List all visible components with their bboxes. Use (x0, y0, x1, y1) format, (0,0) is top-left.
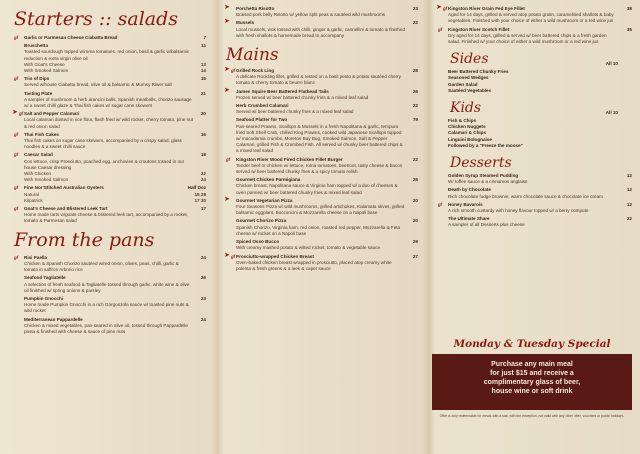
gluten-free-badge: gf (14, 35, 19, 40)
menu-item-price: 28 (412, 68, 418, 74)
menu-item-description: Rich chocolate fudge brownie, warm chocolate sauce & chocolate ice cream (448, 193, 603, 199)
special-line-2: for just $15 and receive a (490, 370, 574, 377)
menu-column-starters (0, 0, 212, 454)
menu-item-description: Frozen served w/ beer battered chunky fries & a mixed leaf salad (236, 94, 369, 100)
menu-item-description: W/ toffee sauce & a cinnamon anglaise (448, 179, 528, 185)
menu-item (438, 187, 632, 199)
menu-item-price: 20 (412, 218, 418, 224)
menu-item-description: Home made Pumpkin Gnocchi in a rich Gorgonzola sauce w/ toasted pine nuts & wild rocket (24, 302, 189, 314)
option-name: With Smoked Salmon (24, 177, 69, 183)
menu-item (224, 86, 418, 101)
special-line-3: complimentary glass of beer, (483, 379, 581, 386)
sides-list (438, 69, 632, 94)
simple-list-item-name: Beer Battered Chunky Fries (448, 69, 509, 75)
menu-item-description: Local mussels, wok tossed with chilli, ginger & garlic, cannellini & tomato & finished with fresh shallots & homemade bread to accompany (236, 26, 406, 38)
menu-item-price: 17 (200, 206, 206, 212)
special-footnote: Offer is only redeemable for meals with a star, with the exception, not valid with any other offer, vouchers or public holidays. (439, 414, 625, 418)
star-arrow-icon: ➤ (224, 251, 230, 259)
simple-list-item-name: Garden Salad (448, 81, 478, 87)
starters-list (14, 35, 206, 225)
menu-item-price: 22 (412, 20, 418, 26)
simple-list-item (438, 88, 632, 94)
gluten-free-badge: gf (438, 26, 443, 32)
menu-item-description: Home made tarts w/goats cheese & blistered leek tart, accompanied by a rocket, tomato & Parmesan salad (24, 212, 188, 224)
star-arrow-icon: ➤ (12, 109, 18, 117)
gluten-free-badge: gf (231, 253, 236, 259)
menu-item-name: Mediterranean Pappardelle (24, 316, 83, 322)
menu-item-name: Kingston River Scotch Fillet (448, 26, 510, 32)
menu-item (14, 185, 206, 204)
menu-item-price-header: Half Doz (187, 185, 206, 191)
menu-item (226, 68, 418, 87)
simple-list-item-name: Chicken Nuggets (448, 124, 486, 130)
menu-item-name: Caesar Salad (24, 152, 53, 158)
star-arrow-icon: ➤ (224, 4, 230, 11)
menu-item-name: Spiced Osso Bucco (236, 239, 280, 245)
gluten-free-badge: gf (14, 206, 19, 212)
menu-item-description: A delicate Rockling fillet, grilled & rested on a basil pesto & potato sautéed cherry tomato & cherry tomato & beurre blanc (236, 74, 401, 86)
menu-item-description: Served w/house Ciabatta bread, olive oil & balsamic & Mumsy Riwer salt (24, 82, 172, 88)
menu-item (14, 296, 206, 315)
menu-item (438, 27, 632, 46)
simple-list-item-name: Sautéed Vegetables (448, 87, 492, 93)
menu-item-name: Thai Fish Cakes (24, 131, 59, 137)
option-price: 13 (200, 61, 206, 67)
menu-item-description: A sampler of mushroom & herb arancini balls, Spanish meatballs, chorizo sausage w/ a sweet chilli glaze & Thai fish cakes w/ sugar cane skewers (24, 96, 192, 109)
simple-list-item-name: Calamari & Chips (448, 130, 487, 136)
star-arrow-icon: ➤ (224, 18, 230, 26)
kids-heading: Kids (450, 100, 482, 117)
menu-item (438, 6, 632, 25)
desserts-heading: Desserts (450, 155, 512, 172)
menu-item-price: 15 (200, 76, 206, 82)
menu-item-price: 25 (412, 177, 418, 183)
menu-item-description: A selection of fresh seafood & Tagliatelle tossed through garlic, white wine & olive oil finished w/ spring onions & parsley (24, 281, 190, 293)
simple-list-item-name: Seasoned Wedges (448, 75, 489, 81)
menu-item-price: 12 (626, 173, 632, 179)
option-name: With Goat's Cheese (24, 61, 65, 67)
menu-item-name: Death by Chocolate (448, 187, 491, 193)
star-arrow-icon: ➤ (224, 66, 230, 74)
menu-item-description: Aged for 14 days, grilled & served atop potato gratin, caramelised shallots & baby vegetables. Finished with your choice of either a wild mushroom or a red wine jus (448, 12, 614, 24)
menu-item-price: 12 (626, 187, 632, 193)
menu-item-option (24, 197, 206, 204)
menu-item-price: 27 (412, 253, 418, 259)
option-name: Natural (24, 191, 39, 197)
menu-item-name: James Squire Beer Battered Flathead Tails (236, 88, 329, 94)
menu-item-price: 29 (412, 239, 418, 245)
menu-item (438, 202, 632, 214)
menu-item-name: Trio of Dips (24, 76, 50, 82)
menu-item-name: Risi Paella (24, 254, 47, 260)
menu-item-price: 16 (200, 131, 206, 137)
menu-item-description: Chicken breast, Napolitana sauce & Virginia ham topped w/ a duo of cheeses & oven panned w/ beer battered chunky fries & mixed leaf salad (236, 183, 398, 195)
menu-item-price: 22 (412, 103, 418, 109)
menu-item-price: 26 (412, 88, 418, 94)
menu-item (14, 43, 206, 74)
menu-item-description: Braised pork belly Risotto w/ yellow split peas & sautéed wild mushrooms (236, 12, 386, 18)
menu-item-name: Bruschetta (24, 43, 48, 49)
menu-item-description: Chicken & mixed vegetables, pan-seared in olive oil, tossed through Pappardelle pasta & finished with cheese & sauce of pine nuts (24, 322, 188, 334)
menu-item-name: Grilled Rock Ling (236, 68, 275, 74)
menu-item (438, 216, 632, 228)
menu-item-price: 23 (200, 295, 206, 301)
menu-item (14, 91, 206, 110)
menu-item-name: Goat's Cheese and Blistered Leek Tart (24, 206, 108, 212)
menu-item-name: Gourmet Chorizo Pizza (236, 218, 287, 224)
menu-item-price: 12 (626, 201, 632, 207)
menu-item (226, 117, 418, 154)
menu-item-name: Seafood Tagliatelle (24, 275, 66, 281)
menu-item-name: Pumpkin Gnocchi (24, 295, 64, 301)
menu-item (226, 103, 418, 115)
menu-item-name: Garlic or Parmesan Cheese Ciabatta Bread (24, 35, 118, 40)
menu-item-description: Chicken & Spanish Chorizo sautéed w/red onion, olives, peas, chilli, garlic & tomato in saffron Arborio rice (24, 260, 179, 273)
special-box (432, 354, 632, 410)
simple-list-item-name: Linguini Bolognaise (448, 136, 492, 142)
gluten-free-badge: gf (226, 156, 231, 162)
simple-list-item-name: Followed by a "Freeze the moose" (448, 142, 523, 148)
menu-item (226, 218, 418, 237)
option-price: 17 30 (194, 197, 206, 203)
gluten-free-badge: gf (14, 185, 19, 191)
menu-item-name: Mussels (236, 20, 255, 26)
gluten-free-badge: gf (14, 254, 19, 260)
menu-item-price: 38 (626, 6, 632, 11)
menu-item-price: 7 (203, 35, 206, 40)
menu-item-price: 21 (200, 90, 206, 96)
menu-item-price: 20 (412, 197, 418, 203)
menu-item (226, 177, 418, 196)
menu-item-price: 24 (200, 254, 206, 260)
menu-item-price: 24 (200, 316, 206, 322)
special-offer (432, 338, 632, 444)
menu-item-name: Gourmet Vegetarian Pizza (236, 197, 293, 203)
simple-list-item (438, 143, 632, 149)
col2-top-list (226, 6, 418, 39)
menu-item (14, 317, 206, 336)
menu-item-price: 26 (200, 275, 206, 281)
option-price: 24 (200, 177, 206, 183)
menu-item-description: Four Seasons Pizza w/ wild mushrooms, grilled artichokes, Kalamata olives, grilled balsamic eggplant, Bocconcini & Mozzarella cheese on a Napoli base (236, 204, 405, 216)
col3-top-list (438, 6, 632, 45)
menu-item (14, 255, 206, 274)
pans-list (14, 255, 206, 335)
gluten-free-badge: gf (14, 131, 19, 137)
menu-item-name: Golden Syrup Steamed Pudding (448, 173, 519, 179)
menu-item-name: Tasting Plate (24, 90, 53, 96)
star-arrow-icon: ➤ (436, 4, 442, 11)
menu-item-description: Thai fish cakes on sugar cane skewers, accompanied by a crispy salad, glass noodles & a sweet chilli sauce (24, 138, 182, 150)
menu-item-description: A rich smooth custardy with honey flavour topped w/ a berry compote (448, 208, 589, 214)
option-name: With Chicken (24, 171, 52, 177)
sides-price-note: All 10 (605, 61, 618, 67)
menu-item-price: 35 (626, 26, 632, 32)
menu-item-description: Local calamari dusted in rice flour, flash fried w/ wild rocket, cherry tomato, pine nut & red onion salad (24, 117, 194, 129)
menu-item-price: 20 (200, 111, 206, 117)
sides-heading: Sides (450, 51, 489, 68)
gluten-free-badge: gf (14, 152, 19, 158)
menu-item-price: 11 (201, 43, 206, 49)
menu-item (14, 111, 206, 130)
menu-item (14, 206, 206, 225)
menu-item-description: Pan-seared Prawns, Scallops & Mussels in a fresh Napolitana & garlic, tempura fried Soft Shell Crab, chilled King Prawns, cooked wild Japanese Scallops topped w/ macadamia crumbs, Moreton Bay Bug, Smoked Salmon, Salt & Pepper Calamari, grilled Fish & Crumbed Fish. All served w/ chunky beer battered chips & a mixed leaf salad (236, 123, 403, 154)
special-title: Monday & Tuesday Special (453, 338, 611, 350)
option-name: Kilpatrick (24, 197, 43, 203)
kids-list (438, 118, 632, 149)
menu-item (14, 152, 206, 183)
menu-item-option (24, 68, 206, 74)
menu-item (14, 35, 206, 41)
mains-heading: Mains (226, 45, 279, 66)
menu-item (226, 6, 418, 18)
menu-item-name: Kingston River Wood Fired Chicken Fillet Burger (236, 156, 343, 162)
kids-price-note: All 10 (605, 110, 618, 116)
menu-item-description: Dry aged for 14 days, grilled & served w/ beer battered chips & a fresh garden salad. Finished w/ your choice of either a wild mushroom or a red wine jus (448, 32, 607, 45)
menu-item-description: Spanish Chorizo, Virginia ham, red onion, roasted red pepper, Mozzarella & Feta cheese w/ rocket on a Napoli base (236, 224, 401, 236)
menu-item-price: 18 (200, 152, 206, 158)
menu-item-name: The Ultimate Share (448, 216, 490, 222)
menu-item-description: Tender beef or chicken w/ lettuce, roma tomatoes, beetroot, tasty cheese & bacon served w/ beer battered chunky fries & a spicy tomato relish (236, 162, 403, 175)
menu-item-description: A sampler of all Desserts plus cheese (448, 222, 525, 228)
menu-item-name: Honey Bavarois (448, 201, 483, 207)
option-price: 15 28 (194, 191, 206, 197)
menu-item (14, 275, 206, 294)
gluten-free-badge: gf (14, 76, 19, 82)
star-arrow-icon: ➤ (224, 86, 230, 94)
menu-item-description: Oven-baked chicken breast wrapped in prosciutto, placed atop creamy white polenta & fresh greens & a leek & caper sauce (236, 259, 392, 271)
menu-item (14, 132, 206, 151)
menu-item-option (24, 177, 206, 183)
menu-item-name: Gourmet Chicken Parmigiana (236, 177, 301, 183)
menu-item-price: 23 (412, 6, 418, 11)
star-arrow-icon: ➤ (224, 195, 230, 203)
gluten-free-badge: gf (231, 68, 236, 74)
menu-item-description: Served w/ beer battered chunky fries & a mixed leaf salad (236, 109, 354, 115)
simple-list-item-name: Fish & Chips (448, 118, 477, 124)
menu-item-description: Toasted sourdough topped w/roma tomatoes, red onion, basil & garlic w/balsamic reduction & extra virgin olive oil (24, 49, 190, 61)
option-price: 22 (200, 171, 206, 177)
menu-item-name: Salt and Pepper Calamari (24, 111, 80, 117)
starters-heading: Starters :: salads (14, 8, 179, 30)
menu-item (226, 20, 418, 39)
menu-item-name: Prosciutto-wrapped Chicken Breast (236, 253, 314, 259)
option-name: With Smoked Salmon (24, 68, 69, 74)
gluten-free-badge: gf (443, 6, 448, 11)
menu-item-name: Kingston River Grain Fed Eye Fillet (448, 6, 525, 11)
menu-item (226, 239, 418, 251)
mains-list (226, 68, 418, 272)
menu-item (438, 173, 632, 185)
menu-item-description: Cos lettuce, crisp Prosciutto, poached egg, anchovies & croutons tossed in our house Caesar dressing (24, 158, 185, 170)
desserts-list (438, 173, 632, 229)
gluten-free-badge: gf (19, 111, 24, 117)
menu-item-description: With creamy mashed potato & wilted rocket, tomato & vegetable sauce (236, 245, 381, 251)
menu-item-name: Seafood Platter for Two (236, 117, 288, 123)
pans-heading: From the pans (14, 228, 155, 251)
menu-item-name: Fine Nor'Stitched Australian Oysters (24, 185, 104, 191)
option-price: 14 (200, 68, 206, 74)
gluten-free-badge: gf (438, 201, 443, 207)
menu-item (224, 195, 418, 217)
menu-item-price: 79 (412, 117, 418, 123)
menu-item (14, 76, 206, 88)
menu-item-price: 22 (626, 216, 632, 222)
menu-item (226, 157, 418, 176)
special-line-4: house wine or soft drink (491, 388, 573, 395)
menu-item-name: Porchetta Risotto (236, 6, 275, 11)
special-line-1: Purchase any main meal (491, 361, 573, 368)
menu-item-price: 22 (412, 156, 418, 162)
menu-item-name: Herb Crumbed Calamari (236, 103, 289, 109)
menu-column-mains (218, 0, 424, 454)
menu-item (224, 251, 418, 273)
